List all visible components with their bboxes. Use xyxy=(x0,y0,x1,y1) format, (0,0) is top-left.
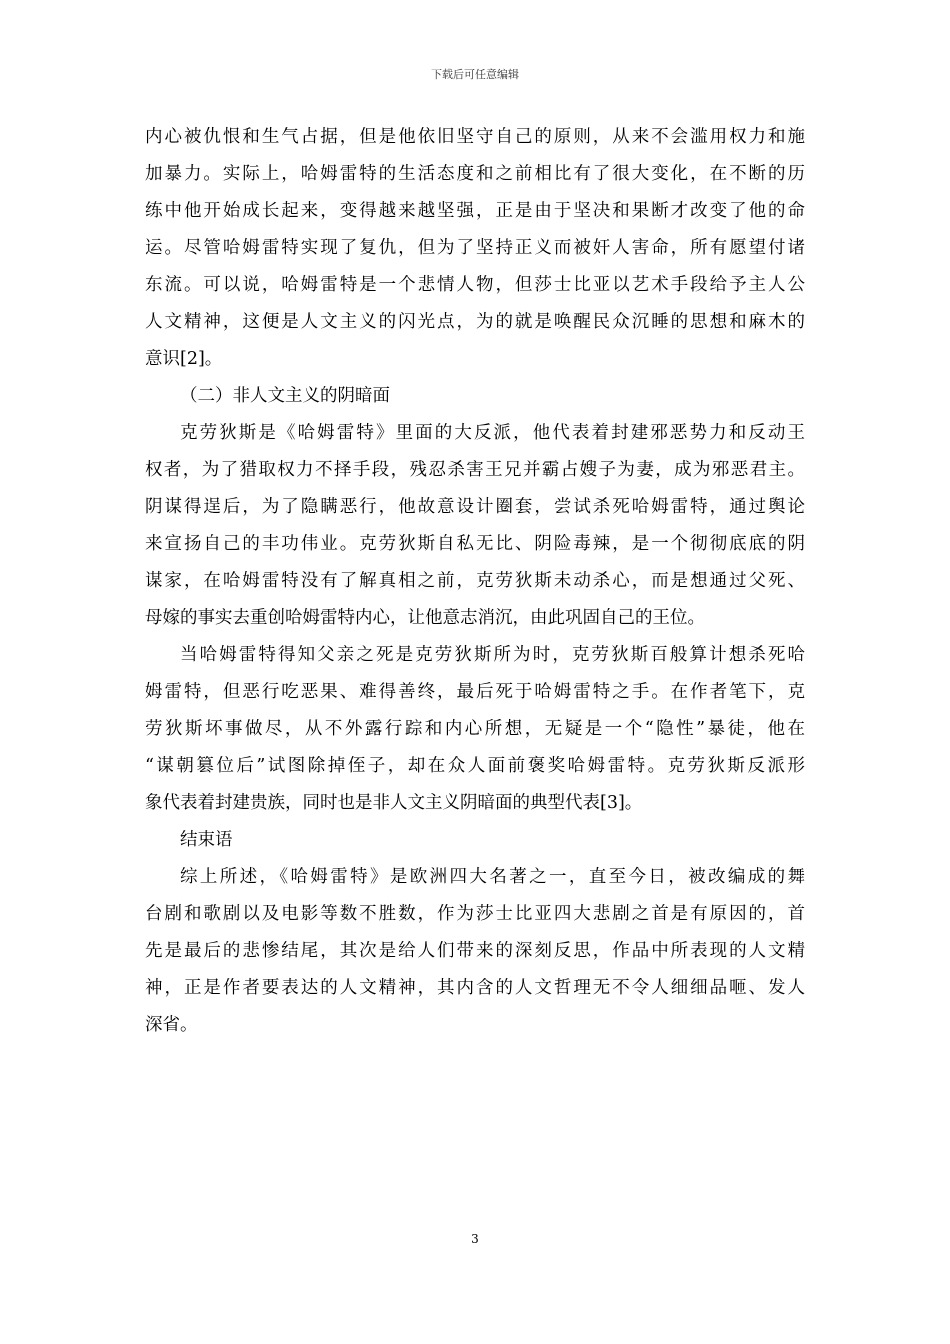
page-header: 下载后可任意编辑 xyxy=(431,68,519,81)
text-line: 当哈姆雷特得知父亲之死是克劳狄斯所为时，克劳狄斯百般算计想杀死哈 xyxy=(180,645,805,665)
heading-text: 结束语 xyxy=(180,830,233,850)
text-line: 东流。可以说，哈姆雷特是一个悲情人物，但莎士比亚以艺术手段给予主人公 xyxy=(145,275,805,295)
text-line: 谋家，在哈姆雷特没有了解真相之前，克劳狄斯未动杀心，而是想通过父死、 xyxy=(145,571,805,591)
text-line: 克劳狄斯是《哈姆雷特》里面的大反派，他代表着封建邪恶势力和反动王 xyxy=(180,423,805,443)
heading-text: （二）非人文主义的阴暗面 xyxy=(180,386,390,406)
text-line: 意识[2]。 xyxy=(145,349,223,369)
text-line: 劳狄斯坏事做尽，从不外露行踪和内心所想，无疑是一个“隐性”暴徒，他在 xyxy=(145,719,805,739)
text-line: “谋朝篡位后”试图除掉侄子，却在众人面前褒奖哈姆雷特。克劳狄斯反派形 xyxy=(145,756,805,776)
text-line: 母嫁的事实去重创哈姆雷特内心，让他意志消沉，由此巩固自己的王位。 xyxy=(145,608,705,628)
text-line: 深省。 xyxy=(145,1015,198,1035)
text-line: 内心被仇恨和生气占据，但是他依旧坚守自己的原则，从来不会滥用权力和施 xyxy=(145,127,805,147)
document-body xyxy=(145,119,805,1044)
text-line: 神，正是作者要表达的人文精神，其内含的人文哲理无不令人细细品咂、发人 xyxy=(145,978,805,998)
text-line: 练中他开始成长起来，变得越来越坚强，正是由于坚决和果断才改变了他的命 xyxy=(145,201,805,221)
paragraph xyxy=(145,119,805,378)
text-line: 台剧和歌剧以及电影等数不胜数，作为莎士比亚四大悲剧之首是有原因的，首 xyxy=(145,904,805,924)
paragraph xyxy=(145,637,805,822)
text-line: 权者，为了猎取权力不择手段，残忍杀害王兄并霸占嫂子为妻，成为邪恶君主。 xyxy=(145,460,805,480)
text-line: 象代表着封建贵族，同时也是非人文主义阴暗面的典型代表[3]。 xyxy=(145,793,643,813)
text-line: 运。尽管哈姆雷特实现了复仇，但为了坚持正义而被奸人害命，所有愿望付诸 xyxy=(145,238,805,258)
paragraph xyxy=(145,859,805,1044)
text-line: 先是最后的悲惨结尾，其次是给人们带来的深刻反思，作品中所表现的人文精 xyxy=(145,941,805,961)
text-line: 加暴力。实际上，哈姆雷特的生活态度和之前相比有了很大变化，在不断的历 xyxy=(145,164,805,184)
text-line: 人文精神，这便是人文主义的闪光点，为的就是唤醒民众沉睡的思想和麻木的 xyxy=(145,312,805,332)
text-line: 阴谋得逞后，为了隐瞒恶行，他故意设计圈套，尝试杀死哈姆雷特，通过舆论 xyxy=(145,497,805,517)
text-line: 姆雷特，但恶行吃恶果、难得善终，最后死于哈姆雷特之手。在作者笔下，克 xyxy=(145,682,805,702)
paragraph xyxy=(145,415,805,637)
text-line: 综上所述，《哈姆雷特》是欧洲四大名著之一，直至今日，被改编成的舞 xyxy=(180,867,805,887)
section-heading xyxy=(145,378,805,415)
page-number: 3 xyxy=(471,1232,479,1246)
text-line: 来宣扬自己的丰功伟业。克劳狄斯自私无比、阴险毒辣，是一个彻彻底底的阴 xyxy=(145,534,805,554)
section-heading xyxy=(145,822,805,859)
